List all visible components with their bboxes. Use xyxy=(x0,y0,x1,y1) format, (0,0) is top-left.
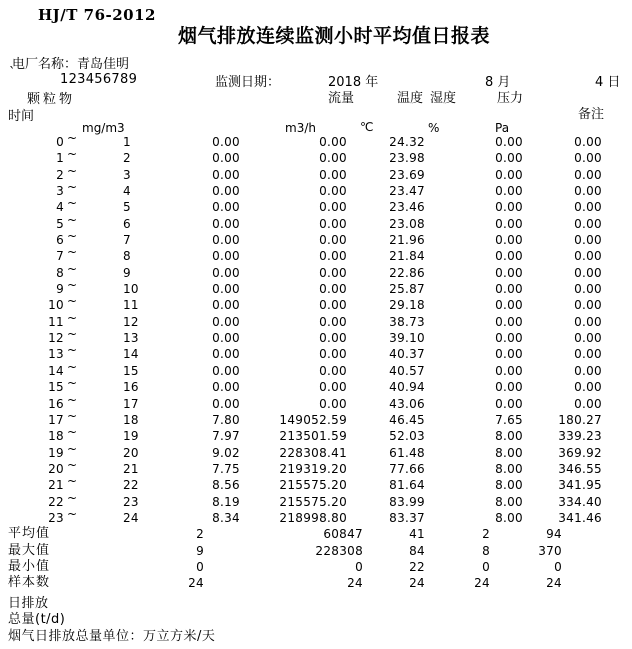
col-header-time: 时间 xyxy=(8,109,35,124)
temperature-summary: 24 xyxy=(409,576,425,591)
table-row xyxy=(0,196,632,215)
temperature-value: 22.86 xyxy=(389,265,425,280)
particulate-value: 0.00 xyxy=(212,200,240,215)
hour-start: 20 xyxy=(48,461,64,476)
table-row xyxy=(0,212,632,232)
hour-start: 22 xyxy=(48,494,64,509)
hour-start: 18 xyxy=(48,429,64,444)
unit-temperature: ℃ xyxy=(360,120,374,134)
pressure-summary: 0 xyxy=(554,559,562,574)
tick-mark: ` xyxy=(9,66,16,81)
date-day: 4 日 xyxy=(595,75,621,90)
particulate-value: 0.00 xyxy=(212,380,240,395)
hour-end: 14 xyxy=(123,347,139,362)
plant-id: 123456789 xyxy=(60,72,138,87)
standard-number: HJ/T 76-2012 xyxy=(38,6,156,24)
unit-particulate: mg/m3 xyxy=(82,121,125,135)
particulate-value: 0.00 xyxy=(212,233,240,248)
hour-end: 16 xyxy=(123,380,139,395)
table-row xyxy=(0,147,632,166)
summary-label: 最小值 xyxy=(8,558,51,574)
hour-end: 20 xyxy=(123,445,139,460)
flow-value: 149052.59 xyxy=(279,412,347,427)
particulate-value: 9.02 xyxy=(212,445,240,460)
temperature-value: 40.37 xyxy=(389,347,425,362)
unit-flow: m3/h xyxy=(285,121,316,135)
table-row xyxy=(0,408,632,428)
particulate-value: 8.56 xyxy=(212,478,240,493)
particulate-value: 0.00 xyxy=(212,298,240,313)
hour-start: 3 xyxy=(56,184,64,199)
tilde-separator: ~ xyxy=(67,457,78,472)
summary-label: 最大值 xyxy=(8,542,51,558)
total-label: 总量(t/d) xyxy=(8,612,66,627)
flow-value: 0.00 xyxy=(319,216,347,231)
hour-end: 23 xyxy=(123,494,139,509)
hour-start: 21 xyxy=(48,478,64,493)
temperature-value: 23.98 xyxy=(389,151,425,166)
tilde-separator: ~ xyxy=(67,180,78,195)
tilde-separator: ~ xyxy=(67,425,78,440)
summary-label: 样本数 xyxy=(8,575,51,591)
particulate-value: 7.80 xyxy=(212,412,240,427)
hour-end: 4 xyxy=(123,184,131,199)
flow-value: 218998.80 xyxy=(279,510,347,525)
particulate-value: 0.00 xyxy=(212,151,240,166)
monitor-date-label: 监测日期： xyxy=(215,75,281,90)
report-title: 烟气排放连续监测小时平均值日报表 xyxy=(178,25,491,47)
pressure-value: 346.55 xyxy=(558,461,602,476)
hour-end: 10 xyxy=(123,282,139,297)
hour-start: 19 xyxy=(48,445,64,460)
table-row xyxy=(0,310,632,330)
tilde-separator: ~ xyxy=(67,131,78,145)
pressure-value: 0.00 xyxy=(574,233,602,248)
plant-name-line xyxy=(12,53,129,72)
temperature-value: 40.57 xyxy=(389,363,425,378)
particulate-summary: 24 xyxy=(188,576,204,591)
pressure-value: 0.00 xyxy=(574,216,602,231)
particulate-value: 0.00 xyxy=(212,331,240,346)
hour-start: 0 xyxy=(56,135,64,149)
table-row xyxy=(0,131,632,150)
table-row xyxy=(0,359,632,379)
summary-row xyxy=(0,575,632,591)
emission-unit-note: 烟气日排放总量单位：万立方米/天 xyxy=(8,629,216,644)
temperature-summary: 84 xyxy=(409,543,425,558)
tilde-separator: ~ xyxy=(67,229,78,244)
temperature-value: 46.45 xyxy=(389,412,425,427)
tilde-separator: ~ xyxy=(67,490,78,505)
tilde-separator: ~ xyxy=(67,261,78,276)
temperature-value: 21.84 xyxy=(389,249,425,264)
flow-value: 213501.59 xyxy=(279,429,347,444)
temperature-summary: 41 xyxy=(409,527,425,542)
particulate-summary: 2 xyxy=(196,527,204,542)
tilde-separator: ~ xyxy=(67,392,78,407)
hour-end: 15 xyxy=(123,363,139,378)
col-header-temperature: 温度 xyxy=(397,91,424,106)
particulate-value: 0.00 xyxy=(212,282,240,297)
temperature-value: 39.10 xyxy=(389,331,425,346)
hour-start: 13 xyxy=(48,347,64,362)
tilde-separator: ~ xyxy=(67,343,78,358)
humidity-value: 0.00 xyxy=(495,184,523,199)
table-row xyxy=(0,278,632,297)
pressure-value: 0.00 xyxy=(574,249,602,264)
flow-summary: 0 xyxy=(355,559,363,574)
pressure-value: 0.00 xyxy=(574,135,602,149)
particulate-value: 0.00 xyxy=(212,396,240,411)
hour-end: 2 xyxy=(123,151,131,166)
hour-end: 24 xyxy=(123,510,139,525)
humidity-value: 0.00 xyxy=(495,298,523,313)
hourly-table xyxy=(0,131,632,592)
table-row xyxy=(0,490,632,510)
tilde-separator: ~ xyxy=(67,441,78,456)
temperature-value: 77.66 xyxy=(389,461,425,476)
table-row xyxy=(0,441,632,461)
humidity-value: 8.00 xyxy=(495,445,523,460)
table-row xyxy=(0,327,632,346)
col-header-flow: 流量 xyxy=(328,91,355,106)
temperature-value: 38.73 xyxy=(389,314,425,329)
particulate-value: 0.00 xyxy=(212,314,240,329)
humidity-value: 0.00 xyxy=(495,380,523,395)
pressure-summary: 24 xyxy=(546,576,562,591)
tilde-separator: ~ xyxy=(67,278,78,293)
humidity-value: 0.00 xyxy=(495,216,523,231)
pressure-value: 339.23 xyxy=(558,429,602,444)
table-row xyxy=(0,343,632,362)
hour-start: 15 xyxy=(48,380,64,395)
humidity-value: 0.00 xyxy=(495,200,523,215)
particulate-value: 0.00 xyxy=(212,216,240,231)
col-header-particulate: 颗粒物 xyxy=(27,92,76,107)
tilde-separator: ~ xyxy=(67,506,78,521)
humidity-value: 0.00 xyxy=(495,396,523,411)
summary-label: 平均值 xyxy=(8,526,51,542)
hour-start: 1 xyxy=(56,151,64,166)
hour-end: 12 xyxy=(123,314,139,329)
hour-end: 1 xyxy=(123,135,131,149)
table-row xyxy=(0,392,632,412)
col-header-pressure: 压力 xyxy=(497,91,524,106)
humidity-value: 7.65 xyxy=(495,412,523,427)
flow-summary: 228308 xyxy=(315,543,363,558)
particulate-value: 0.00 xyxy=(212,265,240,280)
hour-end: 9 xyxy=(123,265,131,280)
pressure-value: 180.27 xyxy=(558,412,602,427)
hour-end: 7 xyxy=(123,233,131,248)
hour-start: 12 xyxy=(48,331,64,346)
table-row xyxy=(0,457,632,477)
pressure-value: 0.00 xyxy=(574,347,602,362)
temperature-value: 23.47 xyxy=(389,184,425,199)
hour-end: 22 xyxy=(123,478,139,493)
humidity-value: 8.00 xyxy=(495,494,523,509)
flow-value: 0.00 xyxy=(319,151,347,166)
flow-summary: 60847 xyxy=(323,527,363,542)
hour-start: 23 xyxy=(48,510,64,525)
temperature-value: 43.06 xyxy=(389,396,425,411)
hour-end: 17 xyxy=(123,396,139,411)
temperature-value: 23.46 xyxy=(389,200,425,215)
table-row xyxy=(0,261,632,281)
hour-start: 2 xyxy=(56,167,64,182)
particulate-value: 8.19 xyxy=(212,494,240,509)
particulate-summary: 0 xyxy=(196,559,204,574)
hour-start: 16 xyxy=(48,396,64,411)
humidity-value: 0.00 xyxy=(495,151,523,166)
particulate-value: 0.00 xyxy=(212,167,240,182)
tilde-separator: ~ xyxy=(67,327,78,342)
flow-value: 0.00 xyxy=(319,314,347,329)
tilde-separator: ~ xyxy=(67,408,78,423)
table-row xyxy=(0,180,632,199)
particulate-value: 0.00 xyxy=(212,135,240,149)
tilde-separator: ~ xyxy=(67,196,78,211)
tilde-separator: ~ xyxy=(67,163,78,178)
humidity-value: 0.00 xyxy=(495,314,523,329)
pressure-value: 0.00 xyxy=(574,282,602,297)
humidity-value: 0.00 xyxy=(495,331,523,346)
table-row xyxy=(0,229,632,248)
pressure-value: 0.00 xyxy=(574,314,602,329)
pressure-value: 0.00 xyxy=(574,200,602,215)
humidity-value: 8.00 xyxy=(495,429,523,444)
pressure-value: 0.00 xyxy=(574,184,602,199)
humidity-value: 0.00 xyxy=(495,249,523,264)
flow-value: 0.00 xyxy=(319,282,347,297)
pressure-summary: 370 xyxy=(538,543,562,558)
humidity-value: 0.00 xyxy=(495,233,523,248)
hour-end: 6 xyxy=(123,216,131,231)
flow-value: 0.00 xyxy=(319,363,347,378)
flow-value: 0.00 xyxy=(319,265,347,280)
pressure-value: 0.00 xyxy=(574,265,602,280)
pressure-value: 369.92 xyxy=(558,445,602,460)
temperature-value: 81.64 xyxy=(389,478,425,493)
hour-start: 8 xyxy=(56,265,64,280)
humidity-value: 8.00 xyxy=(495,478,523,493)
hour-start: 11 xyxy=(48,314,64,329)
flow-value: 0.00 xyxy=(319,298,347,313)
flow-value: 0.00 xyxy=(319,233,347,248)
plant-name-value: 青岛佳明 xyxy=(77,57,130,72)
tilde-separator: ~ xyxy=(67,359,78,374)
hour-end: 3 xyxy=(123,167,131,182)
humidity-value: 0.00 xyxy=(495,135,523,149)
humidity-summary: 2 xyxy=(482,527,490,542)
humidity-value: 8.00 xyxy=(495,510,523,525)
hour-end: 19 xyxy=(123,429,139,444)
date-year: 2018 年 xyxy=(328,75,379,90)
hour-end: 5 xyxy=(123,200,131,215)
particulate-value: 0.00 xyxy=(212,249,240,264)
date-month: 8 月 xyxy=(485,75,511,90)
flow-value: 228308.41 xyxy=(279,445,347,460)
pressure-value: 0.00 xyxy=(574,380,602,395)
flow-value: 0.00 xyxy=(319,135,347,149)
table-row xyxy=(0,474,632,493)
temperature-value: 83.99 xyxy=(389,494,425,509)
temperature-value: 61.48 xyxy=(389,445,425,460)
particulate-value: 0.00 xyxy=(212,347,240,362)
humidity-summary: 24 xyxy=(474,576,490,591)
particulate-summary: 9 xyxy=(196,543,204,558)
flow-value: 0.00 xyxy=(319,167,347,182)
humidity-value: 0.00 xyxy=(495,167,523,182)
hour-start: 9 xyxy=(56,282,64,297)
table-row xyxy=(0,294,632,313)
temperature-value: 25.87 xyxy=(389,282,425,297)
particulate-value: 7.75 xyxy=(212,461,240,476)
humidity-value: 0.00 xyxy=(495,282,523,297)
temperature-value: 23.69 xyxy=(389,167,425,182)
flow-value: 0.00 xyxy=(319,347,347,362)
humidity-value: 0.00 xyxy=(495,347,523,362)
temperature-value: 29.18 xyxy=(389,298,425,313)
daily-emission-label: 日排放 xyxy=(8,596,49,611)
pressure-value: 341.46 xyxy=(558,510,602,525)
hour-end: 8 xyxy=(123,249,131,264)
flow-summary: 24 xyxy=(347,576,363,591)
pressure-value: 0.00 xyxy=(574,167,602,182)
pressure-value: 0.00 xyxy=(574,298,602,313)
hour-end: 21 xyxy=(123,461,139,476)
pressure-value: 341.95 xyxy=(558,478,602,493)
hour-start: 6 xyxy=(56,233,64,248)
hour-start: 17 xyxy=(48,412,64,427)
particulate-value: 0.00 xyxy=(212,184,240,199)
particulate-value: 7.97 xyxy=(212,429,240,444)
table-row xyxy=(0,425,632,444)
tilde-separator: ~ xyxy=(67,376,78,391)
particulate-value: 0.00 xyxy=(212,363,240,378)
flow-value: 215575.20 xyxy=(279,478,347,493)
table-row xyxy=(0,376,632,395)
flow-value: 0.00 xyxy=(319,331,347,346)
pressure-value: 0.00 xyxy=(574,331,602,346)
flow-value: 0.00 xyxy=(319,396,347,411)
flow-value: 215575.20 xyxy=(279,494,347,509)
temperature-value: 83.37 xyxy=(389,510,425,525)
pressure-value: 0.00 xyxy=(574,363,602,378)
tilde-separator: ~ xyxy=(67,474,78,489)
pressure-value: 334.40 xyxy=(558,494,602,509)
flow-value: 0.00 xyxy=(319,249,347,264)
unit-humidity: % xyxy=(428,121,440,135)
pressure-value: 0.00 xyxy=(574,396,602,411)
particulate-value: 8.34 xyxy=(212,510,240,525)
hour-start: 10 xyxy=(48,298,64,313)
summary-row xyxy=(0,559,632,575)
temperature-value: 24.32 xyxy=(389,135,425,149)
temperature-value: 21.96 xyxy=(389,233,425,248)
tilde-separator: ~ xyxy=(67,147,78,162)
tilde-separator: ~ xyxy=(67,212,78,227)
tilde-separator: ~ xyxy=(67,245,78,260)
unit-pressure: Pa xyxy=(495,121,510,135)
hour-start: 14 xyxy=(48,363,64,378)
flow-value: 219319.20 xyxy=(279,461,347,476)
humidity-value: 8.00 xyxy=(495,461,523,476)
flow-value: 0.00 xyxy=(319,380,347,395)
temperature-value: 23.08 xyxy=(389,216,425,231)
humidity-value: 0.00 xyxy=(495,363,523,378)
col-header-remark: 备注 xyxy=(578,107,605,122)
flow-value: 0.00 xyxy=(319,200,347,215)
hour-start: 5 xyxy=(56,216,64,231)
table-row xyxy=(0,245,632,264)
col-header-humidity: 湿度 xyxy=(430,91,457,106)
flow-value: 0.00 xyxy=(319,184,347,199)
table-row xyxy=(0,506,632,526)
tilde-separator: ~ xyxy=(67,294,78,309)
plant-name-label: 电厂名称： xyxy=(12,57,78,72)
pressure-value: 0.00 xyxy=(574,151,602,166)
temperature-value: 40.94 xyxy=(389,380,425,395)
hour-end: 18 xyxy=(123,412,139,427)
hour-start: 4 xyxy=(56,200,64,215)
temperature-summary: 22 xyxy=(409,559,425,574)
humidity-summary: 8 xyxy=(482,543,490,558)
humidity-value: 0.00 xyxy=(495,265,523,280)
table-row xyxy=(0,163,632,183)
hour-end: 13 xyxy=(123,331,139,346)
summary-row xyxy=(0,543,632,559)
temperature-value: 52.03 xyxy=(389,429,425,444)
tilde-separator: ~ xyxy=(67,310,78,325)
pressure-summary: 94 xyxy=(546,527,562,542)
summary-row xyxy=(0,526,632,542)
hour-start: 7 xyxy=(56,249,64,264)
hour-end: 11 xyxy=(123,298,139,313)
humidity-summary: 0 xyxy=(482,559,490,574)
